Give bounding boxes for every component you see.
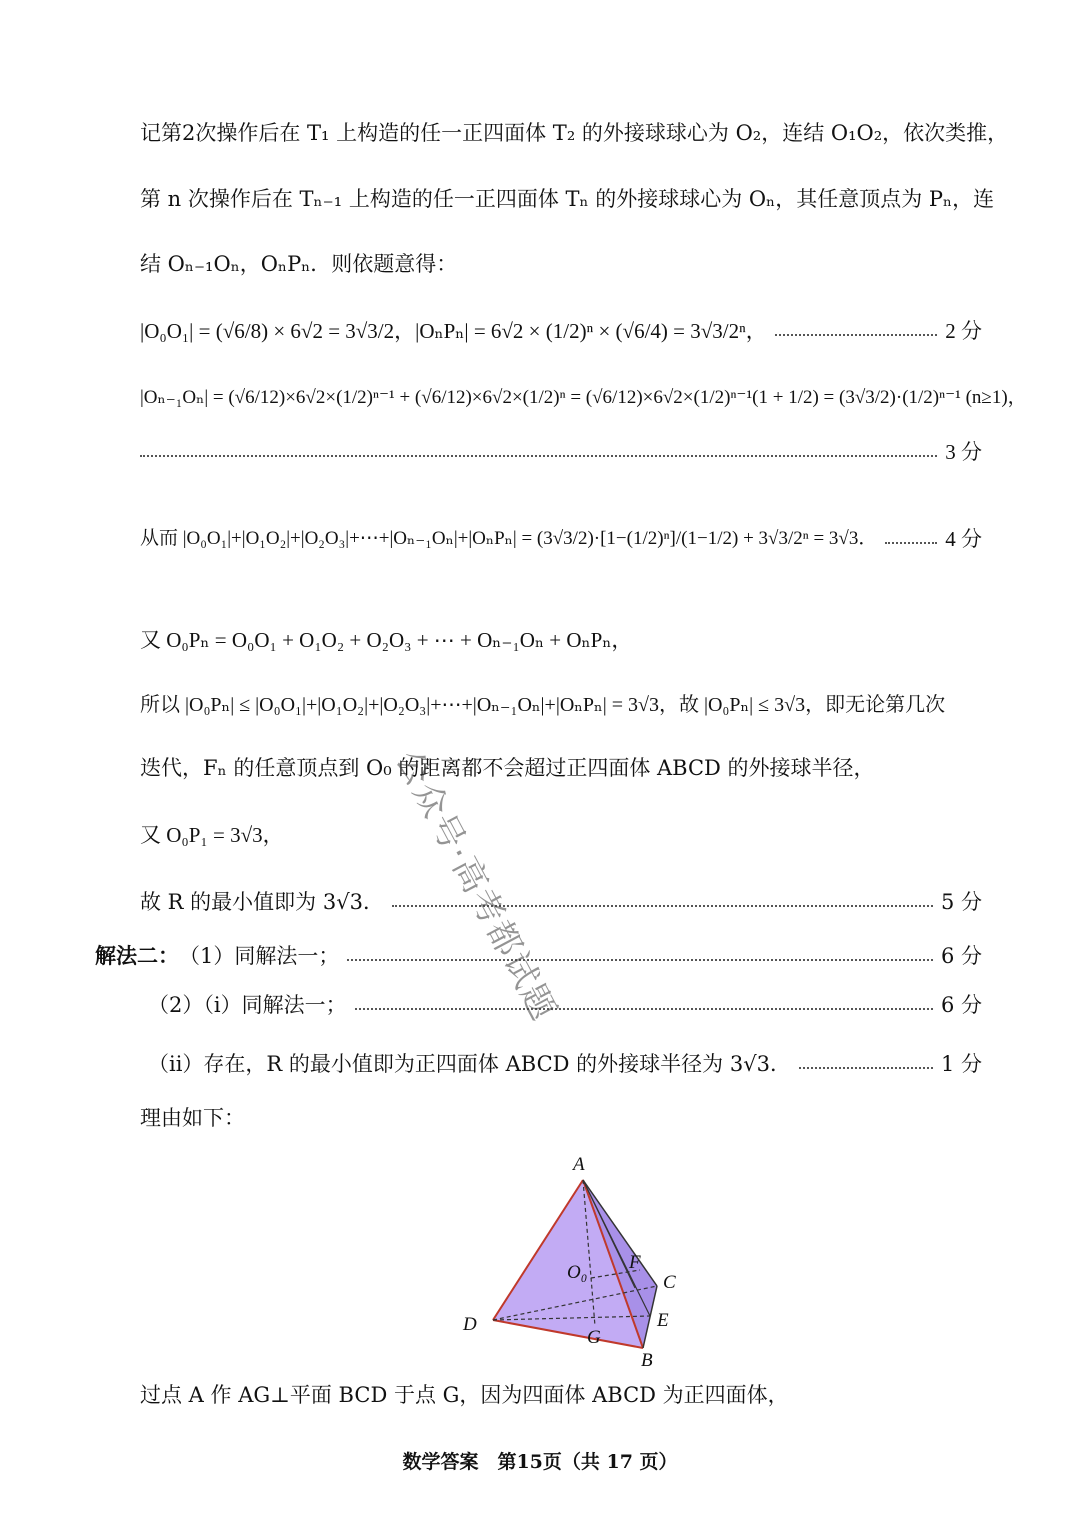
score-mark: 5 分: [940, 890, 982, 914]
para-line-3: 结 Oₙ₋₁Oₙ，OₙPₙ．则依题意得：: [140, 252, 458, 276]
equation-3: 从而 |O₀O₁|+|O₁O₂|+|O₂O₃|+⋯+|Oₙ₋₁Oₙ|+|OₙPₙ| = (3√3/2)·[1−(1/2)ⁿ]/(1−1/2) + 3√3/2ⁿ = 3√3． 4 分: [140, 524, 982, 554]
reason-line: 理由如下：: [140, 1106, 245, 1130]
para-line-6: 迭代，Fₙ 的任意顶点到 O₀ 的距离都不会超过正四面体 ABCD 的外接球半径，: [140, 756, 875, 780]
score-mark: 2 分: [945, 319, 982, 343]
score-mark: 4 分: [945, 527, 982, 551]
label-b: B: [641, 1350, 653, 1371]
score-mark: 3 分: [945, 440, 982, 464]
equation-5: 所以 |O₀Pₙ| ≤ |O₀O₁|+|O₁O₂|+|O₂O₃|+⋯+|Oₙ₋₁Oₙ|+|OₙPₙ| = 3√3，故 |O₀Pₙ| ≤ 3√3，即无论第几次: [140, 694, 946, 716]
page-footer: 数学答案 第15页（共 17 页）: [402, 1451, 678, 1473]
para-line-2: 第 n 次操作后在 Tₙ₋₁ 上构造的任一正四面体 Tₙ 的外接球球心为 Oₙ，其任意顶点为 Pₙ，连: [140, 187, 995, 211]
equation-1: |O₀O₁| = (√6/8) × 6√2 = 3√3/2，|OₙPₙ| = 6√2 × (1/2)ⁿ × (√6/4) = 3√3/2ⁿ， 2 分: [140, 316, 982, 346]
score-mark: 6 分: [940, 944, 982, 968]
watermark: 公众号·高考都试题: [387, 743, 565, 1029]
label-a: A: [573, 1154, 585, 1175]
para-line-1: 记第2次操作后在 T₁ 上构造的任一正四面体 T₂ 的外接球球心为 O₂，连结 O₁O₂，依次类推，: [140, 121, 1009, 145]
equation-4: 又 O₀Pₙ = O₀O₁ + O₁O₂ + O₂O₃ + ⋯ + Oₙ₋₁Oₙ + OₙPₙ，: [140, 628, 633, 652]
tetrahedron-figure: [455, 1148, 695, 1378]
label-f: F: [629, 1252, 641, 1273]
label-o0: O₀: [567, 1262, 588, 1283]
label-e: E: [657, 1310, 669, 1331]
score-mark: 1 分: [940, 1052, 982, 1076]
equation-2-score-line: [140, 437, 982, 467]
label-d: D: [463, 1314, 477, 1335]
label-c: C: [663, 1272, 676, 1293]
last-line: 过点 A 作 AG⊥平面 BCD 于点 G，因为四面体 ABCD 为正四面体，: [140, 1383, 789, 1407]
solution-2-part-3: （ii）存在，R 的最小值即为正四面体 ABCD 的外接球半径为 3√3． 1 分: [148, 1049, 982, 1079]
label-g: G: [587, 1327, 601, 1348]
solution-2-part-2: （2）（i）同解法一； 6 分: [148, 990, 982, 1020]
equation-6: 又 O₀P₁ = 3√3，: [140, 823, 284, 847]
equation-2: |Oₙ₋₁Oₙ| = (√6/12)×6√2×(1/2)ⁿ⁻¹ + (√6/12)×6√2×(1/2)ⁿ = (√6/12)×6√2×(1/2)ⁿ⁻¹(1 + 1/2) = (3√3/2)·(1/2)ⁿ⁻¹ (n≥1)，: [140, 387, 1027, 408]
para-line-7: 故 R 的最小值即为 3√3． 5 分: [140, 887, 982, 917]
solution-2-part-1: 解法二： （1）同解法一； 6 分: [95, 941, 982, 971]
score-mark: 6 分: [940, 993, 982, 1017]
solution-2-title: 解法二：: [95, 943, 179, 968]
